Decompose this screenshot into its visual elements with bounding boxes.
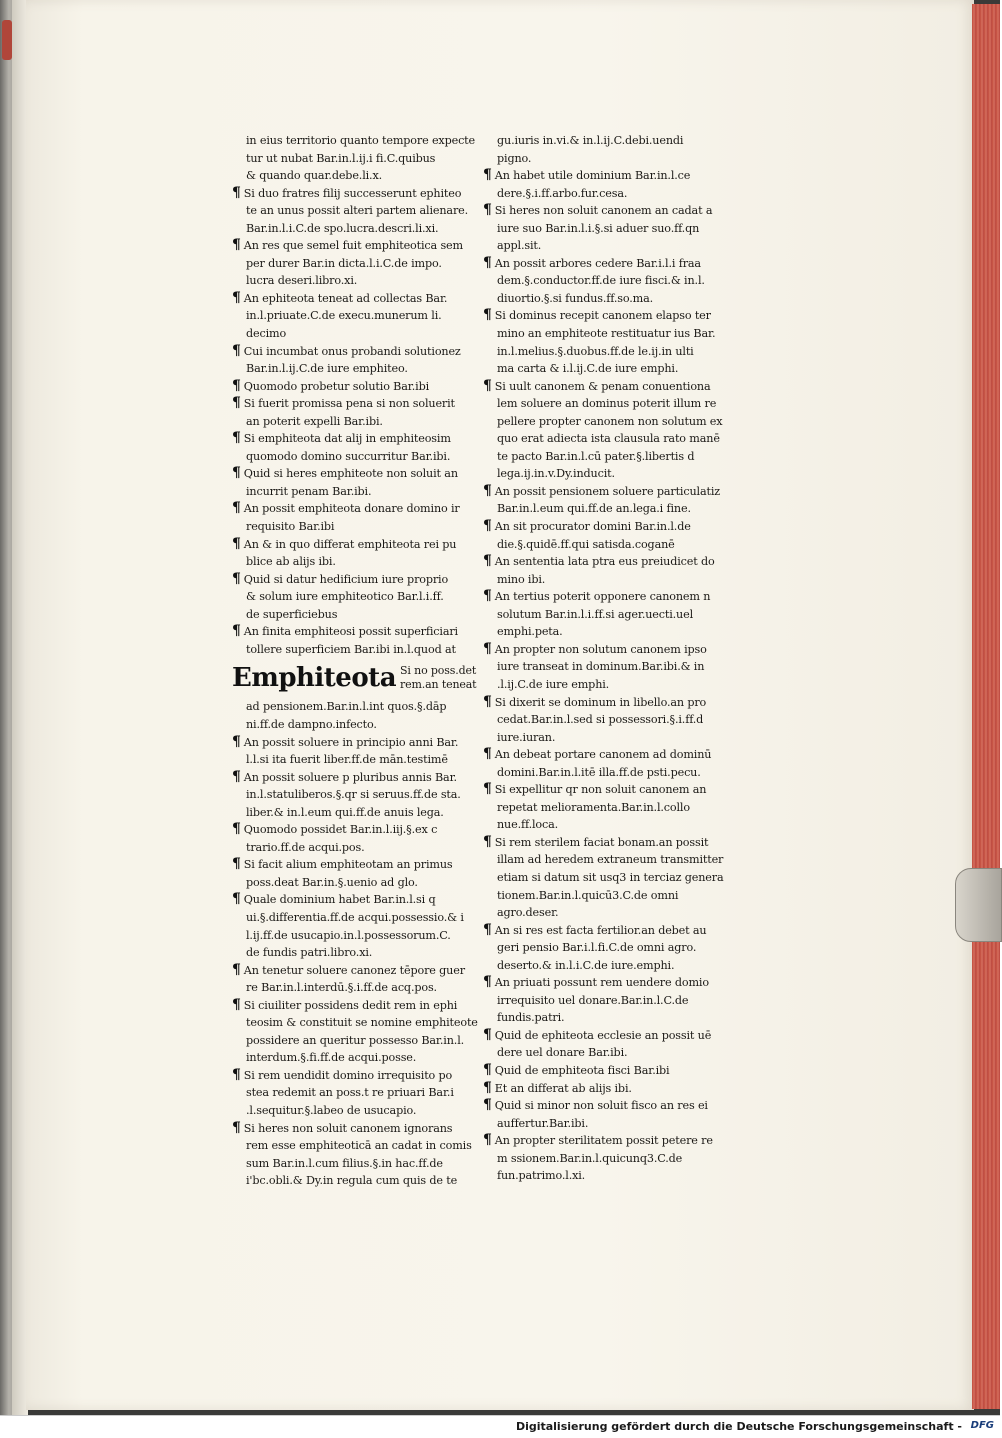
heading-side-text	[400, 664, 476, 692]
index-entry	[232, 465, 458, 483]
entry-text: An sententia lata ptra eus preiudicet do	[494, 555, 715, 569]
entry-text: agro.deser.	[497, 906, 559, 920]
index-entry-continuation	[483, 729, 713, 747]
index-entry-continuation	[232, 698, 458, 716]
pilcrow-icon: ¶	[483, 254, 492, 271]
entry-text: tollere superficiem Bar.ibi in.l.quod at	[246, 642, 456, 656]
index-entry-continuation	[232, 927, 458, 945]
index-entry-continuation	[232, 606, 458, 624]
index-entry-continuation	[232, 202, 469, 220]
entry-text: liber.& in.l.eum qui.ff.de anuis lega.	[246, 805, 444, 819]
entry-text: Quid si minor non soluit fisco an res ei	[494, 1099, 708, 1113]
index-entry-continuation	[232, 220, 458, 238]
section-heading	[232, 658, 477, 698]
pilcrow-icon: ¶	[232, 465, 241, 482]
index-entry-continuation	[483, 536, 713, 554]
entry-text: trario.ff.de acqui.pos.	[246, 840, 365, 854]
entry-text: .l.ij.C.de iure emphi.	[497, 677, 610, 691]
entry-text: Quid si datur hedificium iure proprio	[243, 572, 449, 586]
book-clasp	[955, 868, 1002, 942]
index-entry	[232, 623, 458, 641]
entry-text: gu.iuris in.vi.& in.l.ij.C.debi.uendi	[497, 134, 684, 147]
left-text-column	[232, 132, 478, 1190]
entry-text: teosim & constituit se nomine emphiteote	[246, 1016, 478, 1030]
index-entry-continuation	[232, 839, 458, 857]
entry-text: possidere an queritur possesso Bar.in.l.	[246, 1033, 465, 1047]
index-entry-continuation	[232, 132, 476, 150]
index-entry	[232, 1067, 458, 1085]
entry-text: poss.deat Bar.in.§.uenio ad glo.	[246, 875, 418, 889]
index-entry-continuation	[232, 255, 458, 273]
entry-text: An si res est facta fertilior.an debet au	[494, 923, 707, 937]
entry-text: An possit emphiteota donare domino ir	[243, 502, 460, 516]
entry-text: illam ad heredem extraneum transmitter	[497, 853, 724, 867]
entry-text: te pacto Bar.in.l.cū pater.§.libertis d	[497, 449, 695, 463]
index-entry-continuation	[483, 360, 713, 378]
entry-text: Quid de ephiteota ecclesie an possit uē	[494, 1028, 712, 1042]
index-entry	[483, 202, 713, 220]
index-entry	[483, 167, 713, 185]
footer-bar	[0, 1415, 1000, 1438]
index-entry-continuation	[483, 413, 723, 431]
entry-text: Si expellitur qr non soluit canonem an	[494, 783, 707, 797]
entry-text: Quomodo probetur solutio Bar.ibi	[243, 379, 430, 393]
pilcrow-icon: ¶	[232, 342, 241, 359]
index-entry	[483, 1097, 713, 1115]
pilcrow-icon: ¶	[483, 482, 492, 499]
index-entry	[483, 588, 713, 606]
pilcrow-icon: ¶	[483, 746, 492, 763]
entry-text: Quid de emphiteota fisci Bar.ibi	[494, 1063, 670, 1077]
entry-text: Quomodo possidet Bar.in.l.iij.§.ex c	[243, 823, 438, 837]
pilcrow-icon: ¶	[232, 768, 241, 785]
entry-text: iure.iuran.	[497, 730, 556, 744]
index-entry	[483, 641, 713, 659]
entry-text: etiam si datum sit usq3 in terciaz genera	[497, 870, 724, 884]
entry-text: dere.§.i.ff.arbo.fur.cesa.	[497, 186, 628, 200]
entry-text: ui.§.differentia.ff.de acqui.possessio.& i	[246, 910, 464, 924]
entry-text: & solum iure emphiteotico Bar.l.i.ff.	[246, 590, 444, 604]
entry-text: .l.sequitur.§.labeo de usucapio.	[246, 1103, 417, 1117]
pilcrow-icon: ¶	[483, 1097, 492, 1114]
entry-text: An possit arbores cedere Bar.i.l.i fraa	[494, 256, 701, 270]
index-entry	[483, 1132, 713, 1150]
index-entry-continuation	[483, 676, 713, 694]
index-entry-continuation	[483, 1115, 713, 1133]
pilcrow-icon: ¶	[483, 307, 492, 324]
entry-text: An res que semel fuit emphiteotica sem	[243, 239, 463, 253]
index-entry-continuation	[483, 658, 713, 676]
pilcrow-icon: ¶	[232, 1066, 241, 1083]
entry-text: An propter sterilitatem possit petere re	[494, 1134, 713, 1148]
entry-text: iure suo Bar.in.l.i.§.si aduer suo.ff.qn	[497, 221, 700, 235]
index-entry	[232, 342, 461, 361]
pilcrow-icon: ¶	[483, 781, 492, 798]
index-entry-continuation	[483, 764, 713, 782]
index-entry	[232, 1120, 458, 1138]
entry-text: l.l.si ita fuerit liber.ff.de mān.testimē	[246, 753, 448, 767]
index-entry-continuation	[483, 816, 713, 834]
entry-text: requisito Bar.ibi	[246, 520, 335, 534]
pilcrow-icon: ¶	[483, 377, 492, 394]
index-entry-continuation	[483, 1044, 713, 1062]
entry-text: Si facit alium emphiteotam an primus	[243, 858, 453, 872]
index-entry	[483, 781, 713, 799]
entry-text: interdum.§.fi.ff.de acqui.posse.	[246, 1051, 417, 1065]
pilcrow-icon: ¶	[232, 1119, 241, 1136]
index-entry-continuation	[232, 272, 458, 290]
index-entry	[483, 553, 713, 571]
entry-text: iure transeat in dominum.Bar.ibi.& in	[497, 660, 705, 674]
entry-text: sum Bar.in.l.cum filius.§.in hac.ff.de	[246, 1156, 443, 1170]
entry-text: ma carta & i.l.ij.C.de iure emphi.	[497, 362, 679, 376]
index-entry-continuation	[483, 571, 713, 589]
dfg-logo: DFG	[970, 1420, 994, 1431]
entry-text: Si emphiteota dat alij in emphiteosim	[243, 432, 451, 446]
pilcrow-icon: ¶	[232, 570, 241, 587]
entry-text: Si rem uendidit domino irrequisito po	[243, 1068, 453, 1082]
index-entry-continuation	[483, 272, 713, 290]
index-entry-continuation	[232, 483, 458, 501]
pilcrow-icon: ¶	[232, 500, 241, 517]
index-entry-continuation	[232, 1014, 478, 1032]
pilcrow-icon: ¶	[232, 856, 241, 873]
entry-text: tur ut nubat Bar.in.l.ij.i fi.C.quibus	[246, 151, 436, 165]
entry-text: An tenetur soluere canonez tēpore guer	[243, 963, 465, 977]
index-entry-continuation	[232, 360, 458, 378]
index-entry-continuation	[232, 1137, 472, 1155]
pilcrow-icon: ¶	[483, 1132, 492, 1149]
index-entry-continuation	[232, 1155, 458, 1173]
index-entry	[483, 1062, 713, 1080]
entry-text: Si rem sterilem faciat bonam.an possit	[494, 835, 709, 849]
red-page-edges	[972, 4, 1000, 1409]
index-entry-continuation	[483, 1167, 713, 1185]
entry-text: auffertur.Bar.ibi.	[497, 1116, 589, 1130]
entry-text: Cui incumbat onus probandi solutionez	[243, 344, 461, 358]
pilcrow-icon: ¶	[232, 377, 241, 394]
pilcrow-icon: ¶	[483, 1026, 492, 1043]
index-entry-continuation	[232, 641, 458, 659]
index-entry-continuation	[483, 237, 713, 255]
pilcrow-icon: ¶	[483, 1061, 492, 1078]
index-entry-continuation	[483, 992, 713, 1010]
index-entry-continuation	[483, 150, 713, 168]
pilcrow-icon: ¶	[483, 202, 492, 219]
pilcrow-icon: ¶	[232, 395, 241, 412]
pilcrow-icon: ¶	[483, 693, 492, 710]
index-entry	[232, 290, 458, 308]
index-entry-continuation	[232, 1084, 458, 1102]
index-entry	[232, 378, 458, 396]
entry-text: incurrit penam Bar.ibi.	[246, 484, 372, 498]
index-entry	[483, 1027, 713, 1045]
index-entry-continuation	[232, 944, 458, 962]
index-entry	[483, 307, 713, 325]
index-entry	[483, 378, 713, 396]
index-entry	[232, 536, 458, 554]
index-entry-continuation	[483, 132, 713, 150]
entry-text: geri pensio Bar.i.l.fi.C.de omni agro.	[497, 941, 697, 955]
entry-text: rem esse emphiteoticā an cadat in comis	[246, 1139, 472, 1153]
entry-text: Bar.in.l.ij.C.de iure emphiteo.	[246, 362, 408, 376]
entry-text: An possit soluere p pluribus annis Bar.	[243, 770, 457, 784]
index-entry	[483, 834, 713, 852]
index-entry-continuation	[232, 909, 464, 927]
pilcrow-icon: ¶	[232, 961, 241, 978]
entry-text: deserto.& in.l.i.C.de iure.emphi.	[497, 958, 675, 972]
index-entry-continuation	[483, 290, 713, 308]
pilcrow-icon: ¶	[483, 588, 492, 605]
pilcrow-icon: ¶	[483, 167, 492, 184]
entry-text: An possit pensionem soluere particulatiz	[494, 484, 720, 498]
heading-side-line: rem.an teneat	[400, 678, 477, 692]
entry-text: te an unus possit alteri partem alienare.	[246, 204, 469, 218]
pilcrow-icon: ¶	[232, 237, 241, 254]
entry-text: in.l.melius.§.duobus.ff.de le.ij.in ulti	[497, 344, 694, 358]
index-entry	[232, 769, 458, 787]
entry-text: Quale dominium habet Bar.in.l.si q	[243, 893, 436, 907]
pilcrow-icon: ¶	[483, 921, 492, 938]
entry-text: lucra deseri.libro.xi.	[246, 274, 358, 288]
index-entry	[232, 821, 458, 839]
index-entry-continuation	[483, 465, 713, 483]
pilcrow-icon: ¶	[483, 974, 492, 991]
index-entry	[483, 255, 713, 273]
entry-text: Si uult canonem & penam conuentiona	[494, 379, 711, 393]
index-entry-continuation	[483, 430, 720, 448]
entry-text: An priuati possunt rem uendere domio	[494, 976, 709, 990]
entry-text: blice ab alijs ibi.	[246, 555, 336, 569]
index-entry-continuation	[483, 325, 716, 343]
entry-text: lega.ij.in.v.Dy.inducit.	[497, 467, 615, 481]
index-entry-continuation	[483, 711, 713, 729]
index-entry-continuation	[232, 518, 458, 536]
entry-text: in.l.statuliberos.§.qr si seruus.ff.de sta.	[246, 788, 461, 802]
entry-text: Si fuerit promissa pena si non soluerit	[243, 397, 455, 411]
pilcrow-icon: ¶	[232, 996, 241, 1013]
index-entry-continuation	[483, 185, 713, 203]
index-entry-continuation	[232, 1102, 458, 1120]
entry-text: irrequisito uel donare.Bar.in.l.C.de	[497, 993, 689, 1007]
index-entry	[232, 184, 462, 203]
pilcrow-icon: ¶	[483, 1079, 492, 1096]
index-entry-continuation	[483, 939, 713, 957]
index-entry	[232, 395, 458, 413]
entry-text: dem.§.conductor.ff.de iure fisci.& in.l.	[497, 274, 705, 288]
entry-text: quomodo domino succurritur Bar.ibi.	[246, 449, 451, 463]
index-entry	[232, 237, 463, 255]
entry-text: Et an differat ab alijs ibi.	[494, 1081, 632, 1095]
entry-text: Si dominus recepit canonem elapso ter	[494, 309, 711, 323]
entry-text: m ssionem.Bar.in.l.quicunq3.C.de	[497, 1151, 683, 1165]
entry-text: per durer Bar.in dicta.l.i.C.de impo.	[246, 256, 442, 270]
footer-credit: Digitalisierung gefördert durch die Deutsche Forschungsgemeinschaft -	[515, 1420, 962, 1433]
index-entry-continuation	[232, 150, 458, 168]
index-entry	[232, 734, 458, 752]
pilcrow-icon: ¶	[483, 833, 492, 850]
index-entry-continuation	[483, 448, 713, 466]
entry-text: dere uel donare Bar.ibi.	[497, 1046, 628, 1060]
entry-text: & quando quar.debe.li.x.	[246, 169, 383, 183]
index-entry	[483, 922, 713, 940]
index-entry-continuation	[483, 395, 717, 413]
entry-text: appl.sit.	[497, 239, 542, 253]
entry-text: An habet utile dominium Bar.in.l.ce	[494, 169, 691, 183]
index-entry	[483, 482, 720, 501]
index-entry-continuation	[232, 874, 458, 892]
entry-text: An sit procurator domini Bar.in.l.de	[494, 520, 691, 534]
index-entry-continuation	[232, 1172, 458, 1190]
entry-text: An tertius poterit opponere canonem n	[494, 590, 711, 604]
index-entry-continuation	[232, 307, 458, 325]
index-entry-continuation	[232, 167, 458, 185]
spine-bookmark	[2, 20, 12, 60]
entry-text: ad pensionem.Bar.in.l.int quos.§.dāp	[246, 700, 447, 714]
index-entry-continuation	[483, 887, 713, 905]
entry-text: cedat.Bar.in.l.sed si possessori.§.i.ff.d	[497, 713, 704, 727]
entry-text: l.ij.ff.de usucapio.in.l.possessorum.C.	[246, 928, 451, 942]
index-entry-continuation	[232, 716, 458, 734]
index-entry-continuation	[483, 869, 724, 887]
entry-text: ni.ff.de dampno.infecto.	[246, 717, 377, 731]
index-entry-continuation	[483, 343, 713, 361]
entry-text: pigno.	[497, 151, 532, 165]
entry-text: stea redemit an poss.t re priuari Bar.i	[246, 1086, 454, 1100]
index-entry-continuation	[483, 500, 713, 518]
index-entry-continuation	[232, 413, 458, 431]
entry-text: pellere propter canonem non solutum ex	[497, 414, 723, 428]
entry-text: Si ciuiliter possidens dedit rem in ephi	[243, 998, 458, 1012]
index-entry-continuation	[232, 751, 458, 769]
pilcrow-icon: ¶	[232, 430, 241, 447]
pilcrow-icon: ¶	[232, 535, 241, 552]
entry-text: nue.ff.loca.	[497, 818, 559, 832]
index-entry-continuation	[483, 606, 713, 624]
entry-text: Si dixerit se dominum in libello.an pro	[494, 695, 707, 709]
index-entry-continuation	[232, 1032, 465, 1050]
entry-text: An possit soluere in principio anni Bar.	[243, 735, 459, 749]
entry-text: solutum Bar.in.l.i.ff.si ager.uecti.uel	[497, 607, 694, 621]
index-entry-continuation	[483, 851, 724, 869]
pilcrow-icon: ¶	[232, 733, 241, 750]
index-entry	[483, 694, 713, 712]
index-entry	[232, 430, 458, 448]
pilcrow-icon: ¶	[483, 518, 492, 535]
entry-text: Si heres non soluit canonem ignorans	[243, 1121, 453, 1135]
index-entry-continuation	[483, 904, 713, 922]
entry-text: diuortio.§.si fundus.ff.so.ma.	[497, 291, 654, 305]
entry-text: An ephiteota teneat ad collectas Bar.	[243, 291, 448, 305]
entry-text: Si heres non soluit canonem an cadat a	[494, 204, 713, 218]
index-entry	[232, 856, 458, 874]
index-entry-continuation	[232, 804, 458, 822]
heading-side-line: Si no poss.det	[400, 664, 477, 678]
entry-text: in.l.priuate.C.de execu.munerum li.	[246, 309, 442, 323]
entry-text: Quid si heres emphiteote non soluit an	[243, 467, 458, 481]
pilcrow-icon: ¶	[232, 891, 241, 908]
pilcrow-icon: ¶	[232, 184, 241, 201]
right-text-column	[483, 132, 724, 1185]
entry-text: de fundis patri.libro.xi.	[246, 946, 373, 960]
pilcrow-icon: ¶	[232, 289, 241, 306]
entry-text: domini.Bar.in.l.itē illa.ff.de psti.pecu.	[497, 765, 701, 779]
index-entry-continuation	[483, 799, 713, 817]
entry-text: Bar.in.l.eum qui.ff.de an.lega.i fine.	[497, 502, 691, 516]
entry-text: decimo	[246, 327, 287, 341]
index-entry-continuation	[483, 1150, 713, 1168]
index-entry	[232, 571, 458, 589]
index-entry	[232, 891, 458, 909]
index-entry	[483, 974, 713, 992]
index-entry-continuation	[483, 957, 713, 975]
pilcrow-icon: ¶	[483, 553, 492, 570]
index-entry-continuation	[232, 448, 458, 466]
index-entry-continuation	[483, 623, 713, 641]
pilcrow-icon: ¶	[232, 623, 241, 640]
entry-text: fun.patrimo.l.xi.	[497, 1169, 586, 1183]
heading-title: Emphiteota	[232, 663, 397, 694]
entry-text: fundis.patri.	[497, 1011, 565, 1025]
index-entry	[232, 500, 458, 518]
index-entry-continuation	[232, 588, 458, 606]
entry-text: re Bar.in.l.interdū.§.i.ff.de acq.pos.	[246, 981, 437, 995]
entry-text: repetat melioramenta.Bar.in.l.collo	[497, 800, 690, 814]
entry-text: An & in quo differat emphiteota rei pu	[243, 537, 457, 551]
entry-text: Si duo fratres filij successerunt ephiteo	[243, 186, 462, 200]
entry-text: An propter non solutum canonem ipso	[494, 642, 707, 656]
pilcrow-icon: ¶	[232, 821, 241, 838]
entry-text: lem soluere an dominus poterit illum re	[497, 397, 717, 411]
index-entry-continuation	[232, 1049, 458, 1067]
entry-text: die.§.quidē.ff.qui satisda.coganē	[497, 537, 675, 551]
entry-text: An debeat portare canonem ad dominū	[494, 748, 712, 762]
entry-text: mino an emphiteote restituatur ius Bar.	[497, 327, 716, 341]
index-entry-continuation	[232, 325, 458, 343]
entry-text: tionem.Bar.in.l.quicū3.C.de omni	[497, 888, 679, 902]
index-entry-continuation	[483, 1009, 713, 1027]
entry-text: an poterit expelli Bar.ibi.	[246, 414, 383, 428]
entry-text: in eius territorio quanto tempore expecte	[246, 134, 476, 147]
entry-text: Bar.in.l.i.C.de spo.lucra.descri.li.xi.	[246, 221, 439, 235]
entry-text: quo erat adiecta ista clausula rato manē	[497, 432, 720, 446]
entry-text: emphi.peta.	[497, 625, 563, 639]
index-entry	[483, 518, 713, 536]
entry-text: i'bc.obli.& Dy.in regula cum quis de te	[246, 1174, 458, 1188]
index-entry-continuation	[483, 220, 713, 238]
index-entry-continuation	[232, 786, 461, 804]
entry-text: mino ibi.	[497, 572, 546, 586]
pilcrow-icon: ¶	[483, 640, 492, 657]
index-entry	[232, 997, 458, 1015]
entry-text: de superficiebus	[246, 607, 338, 621]
index-entry	[483, 1080, 713, 1098]
index-entry	[483, 746, 713, 764]
index-entry	[232, 961, 465, 980]
entry-text: An finita emphiteosi possit superficiari	[243, 625, 458, 639]
index-entry-continuation	[232, 979, 458, 997]
index-entry-continuation	[232, 553, 458, 571]
